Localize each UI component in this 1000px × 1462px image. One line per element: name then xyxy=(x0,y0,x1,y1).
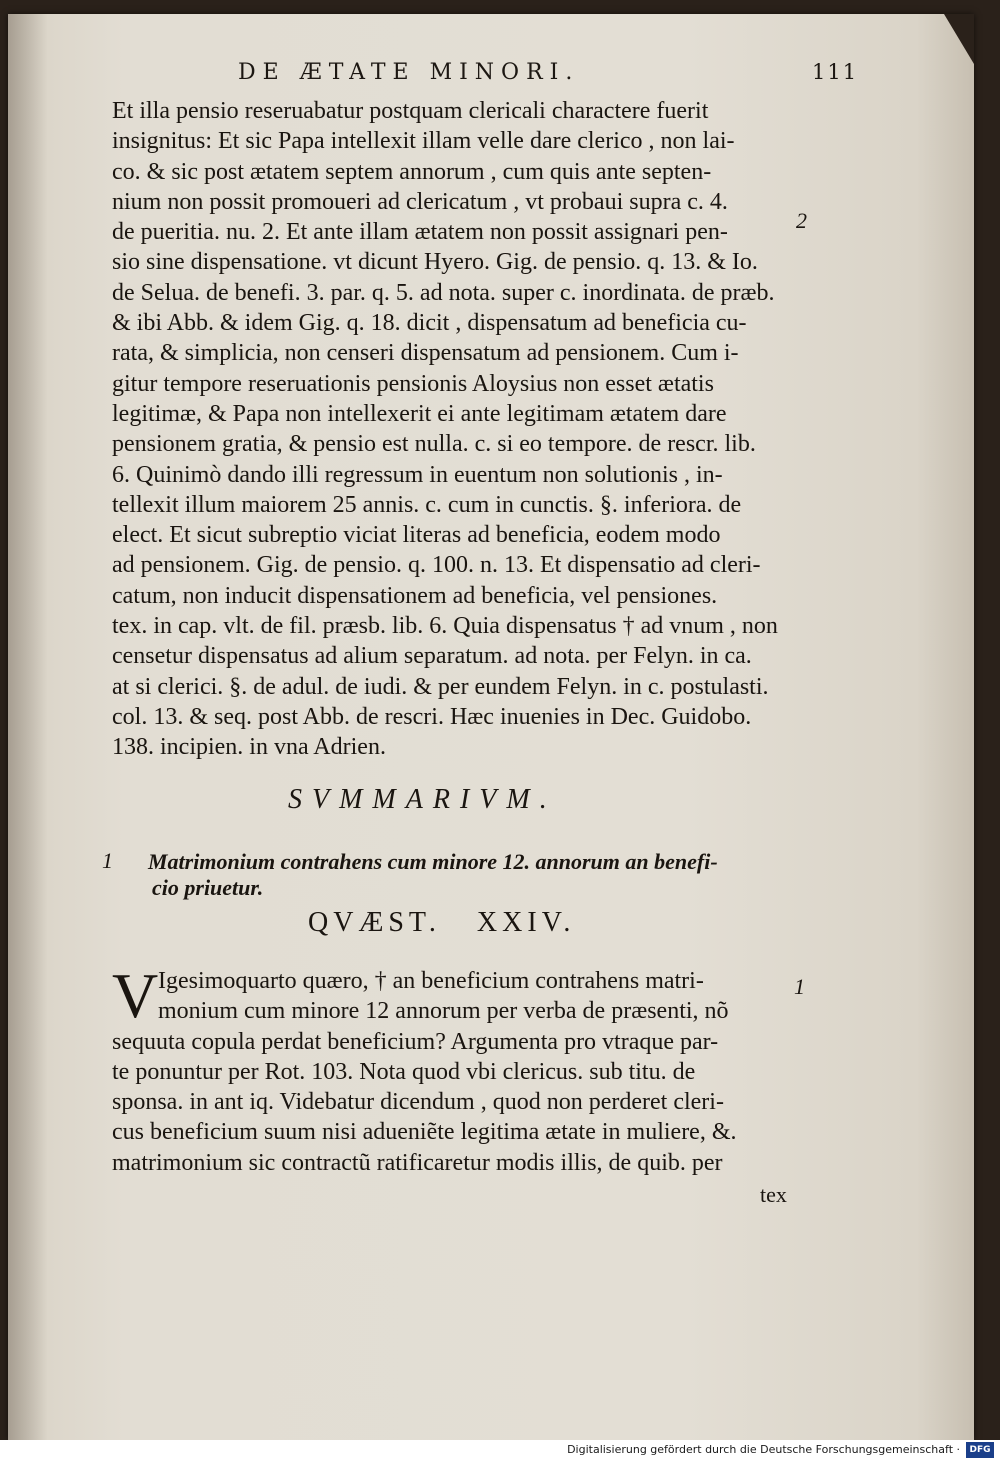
page-corner-fold xyxy=(944,14,974,64)
text-line: co. & sic post ætatem septem annorum , cum quis ante septen- xyxy=(112,158,712,185)
summarium-heading: SVMMARIVM. xyxy=(288,784,557,815)
text-line: catum, non inducit dispensationem ad beneficia, vel pensiones. xyxy=(112,582,718,609)
text-line: tex. in cap. vlt. de fil. præsb. lib. 6. Quia dispensatus † ad vnum , non xyxy=(112,613,778,640)
drop-capital: V xyxy=(112,960,159,1031)
gutter-shadow xyxy=(8,14,48,1440)
page-number: 111 xyxy=(812,60,859,84)
text-line: Igesimoquarto quæro, † an beneficium contrahens matri- xyxy=(158,968,704,994)
text-line: elect. Et sicut subreptio viciat literas ad beneficia, eodem modo xyxy=(112,522,721,549)
text-line: monium cum minore 12 annorum per verba de præsenti, nõ xyxy=(158,998,729,1025)
text-line: rata, & simplicia, non censeri dispensatum ad pensionem. Cum i- xyxy=(112,340,739,367)
text-line: insignitus: Et sic Papa intellexit illam velle dare clerico , non lai- xyxy=(112,128,735,155)
text-line: cus beneficium suum nisi adueniẽte legitima ætate in muliere, &. xyxy=(112,1119,737,1146)
running-title: DE ÆTATE MINORI. xyxy=(238,60,580,85)
text-line: sio sine dispensatione. vt dicunt Hyero. Gig. de pensio. q. 13. & Io. xyxy=(112,249,758,276)
margin-note-number: 1 xyxy=(794,974,805,999)
text-line: sponsa. in ant iq. Videbatur dicendum , quod non perderet cleri- xyxy=(112,1089,724,1116)
text-line: de Selua. de benefi. 3. par. q. 5. ad nota. super c. inordinata. de præb. xyxy=(112,279,775,306)
text-line: pensionem gratia, & pensio est nulla. c. si eo tempore. de rescr. lib. xyxy=(112,431,756,458)
footer-bar xyxy=(0,1440,1000,1462)
margin-note-number: 2 xyxy=(796,208,807,233)
dfg-logo: DFG xyxy=(966,1442,994,1458)
text-line: sequuta copula perdat beneficium? Argumenta pro vtraque par- xyxy=(112,1028,719,1055)
quaestio-heading: QVÆST. XXIV. xyxy=(308,907,576,938)
text-line: at si clerici. §. de adul. de iudi. & per eundem Felyn. in c. postulasti. xyxy=(112,673,769,700)
text-line: legitimæ, & Papa non intellexerit ei ante legitimam ætatem dare xyxy=(112,400,727,427)
text-line: 138. incipien. in vna Adrien. xyxy=(112,734,386,761)
text-line: te ponuntur per Rot. 103. Nota quod vbi clericus. sub titu. de xyxy=(112,1058,696,1085)
text-line: col. 13. & seq. post Abb. de rescri. Hæc inuenies in Dec. Guidobo. xyxy=(112,703,752,730)
text-line: Et illa pensio reseruabatur postquam clericali charactere fuerit xyxy=(112,98,709,124)
text-line: matrimonium sic contractũ ratificaretur modis illis, de quib. per xyxy=(112,1149,723,1176)
text-line: censetur dispensatus ad alium separatum. ad nota. per Felyn. in ca. xyxy=(112,643,752,670)
main-text xyxy=(112,96,802,763)
text-line: 6. Quinimò dando illi regressum in euentum non solutionis , in- xyxy=(112,461,723,488)
text-line: nium non possit promoueri ad clericatum , vt probaui supra c. 4. xyxy=(112,188,728,215)
book-page xyxy=(8,14,974,1440)
summary-item-number: 1 xyxy=(102,848,113,873)
summary-item-line: Matrimonium contrahens cum minore 12. annorum an benefi- xyxy=(148,849,718,874)
text-line: & ibi Abb. & idem Gig. q. 18. dicit , dispensatum ad beneficia cu- xyxy=(112,310,747,337)
funding-credit: Digitalisierung gefördert durch die Deutsche Forschungsgemeinschaft · xyxy=(567,1443,960,1456)
summary-item-line: cio priuetur. xyxy=(152,875,264,900)
text-line: de pueritia. nu. 2. Et ante illam ætatem non possit assignari pen- xyxy=(112,219,728,246)
summary-item xyxy=(148,849,798,901)
text-line: gitur tempore reseruationis pensionis Aloysius non esset ætatis xyxy=(112,370,714,397)
text-line: ad pensionem. Gig. de pensio. q. 100. n. 13. Et dispensatio ad cleri- xyxy=(112,552,761,579)
quaestio-text xyxy=(112,960,802,1178)
catchword: tex xyxy=(760,1182,787,1207)
text-line: tellexit illum maiorem 25 annis. c. cum in cunctis. §. inferiora. de xyxy=(112,491,742,518)
running-head xyxy=(238,60,958,85)
